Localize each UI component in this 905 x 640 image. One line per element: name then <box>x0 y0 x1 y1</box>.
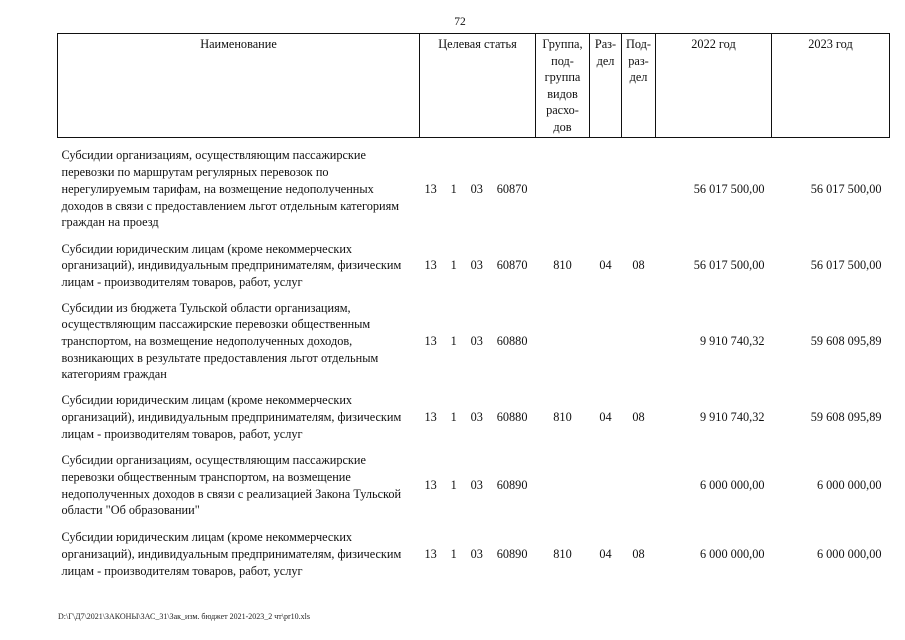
header-row <box>58 34 890 138</box>
target-article <box>420 334 536 349</box>
target-article-part: 03 <box>470 409 483 424</box>
row-amount-2022: 9 910 740,32 <box>699 333 765 348</box>
header-2023: 2023 год <box>772 34 890 138</box>
row-amount-2023: 59 608 095,89 <box>810 409 882 424</box>
row-target-article <box>420 383 536 442</box>
row-amount-2022: 9 910 740,32 <box>699 409 765 424</box>
table-row <box>58 520 890 579</box>
row-section <box>590 138 622 232</box>
target-article <box>420 258 536 273</box>
row-section <box>590 442 622 520</box>
target-article-part: 03 <box>470 181 483 196</box>
target-article <box>420 410 536 425</box>
row-name: Субсидии организациям, осуществляющим пассажирские перевозки общественным транспортом, на возмещение недополученных доходов в связи с реализацией Закона Тульской области "Об образовании" <box>61 453 402 518</box>
target-article-part: 60870 <box>496 181 528 196</box>
header-group: Группа, под- группа видов расхо- дов <box>536 34 590 138</box>
row-amount-2023: 56 017 500,00 <box>810 181 882 196</box>
target-article-part: 13 <box>424 409 437 424</box>
row-group: 810 <box>553 409 572 424</box>
row-section: 04 <box>599 409 612 424</box>
table-row <box>58 138 890 232</box>
header-subsection: Под- раз- дел <box>622 34 656 138</box>
target-article-part: 1 <box>450 546 457 561</box>
row-group: 810 <box>553 258 572 273</box>
row-name: Субсидии организациям, осуществляющим пассажирские перевозки по маршрутам регулярных перевозок по нерегулируемым тарифам, на возмещение недополученных доходов в связи с предоставлением льгот отдельным категориям граждан на проезд <box>61 148 400 230</box>
table-row <box>58 383 890 442</box>
row-amount-2023: 59 608 095,89 <box>810 333 882 348</box>
table-row <box>58 442 890 520</box>
row-amount-2023: 6 000 000,00 <box>816 478 882 493</box>
target-article-part: 13 <box>424 546 437 561</box>
row-group <box>536 291 590 384</box>
row-subsection: 08 <box>632 409 645 424</box>
row-name: Субсидии юридическим лицам (кроме некоммерческих организаций), индивидуальным предпринимателям, физическим лицам - производителям товаров, работ, услуг <box>61 530 402 578</box>
target-article-part: 13 <box>424 333 437 348</box>
row-name: Субсидии юридическим лицам (кроме некоммерческих организаций), индивидуальным предпринимателям, физическим лицам - производителям товаров, работ, услуг <box>61 393 402 441</box>
target-article-part: 03 <box>470 258 483 273</box>
header-target: Целевая статья <box>420 34 536 138</box>
row-subsection <box>622 291 656 384</box>
header-name: Наименование <box>58 34 420 138</box>
target-article-part: 13 <box>424 258 437 273</box>
row-amount-2022: 56 017 500,00 <box>693 181 765 196</box>
target-article <box>420 547 536 562</box>
target-article-part: 60890 <box>496 478 528 493</box>
page-number: 72 <box>454 16 466 28</box>
target-article-part: 13 <box>424 181 437 196</box>
target-article-part: 60870 <box>496 258 528 273</box>
target-article-part: 60880 <box>496 409 528 424</box>
row-target-article <box>420 442 536 520</box>
row-target-article <box>420 232 536 291</box>
target-article-part: 60890 <box>496 546 528 561</box>
row-subsection: 08 <box>632 258 645 273</box>
target-article-part: 60880 <box>496 333 528 348</box>
header-section: Раз- дел <box>590 34 622 138</box>
table-body <box>58 138 890 580</box>
row-group <box>536 442 590 520</box>
row-group <box>536 138 590 232</box>
target-article-part: 1 <box>450 258 457 273</box>
row-name: Субсидии из бюджета Тульской области организациям, осуществляющим пассажирские перевозки общественным транспортом, на возмещение недополученных доходов, возникающих в результате предоставления льгот отдельным категориям граждан <box>61 300 379 382</box>
row-name: Субсидии юридическим лицам (кроме некоммерческих организаций), индивидуальным предпринимателям, физическим лицам - производителям товаров, работ, услуг <box>61 241 402 289</box>
row-amount-2022: 6 000 000,00 <box>699 478 765 493</box>
row-target-article <box>420 291 536 384</box>
row-target-article <box>420 520 536 579</box>
target-article <box>420 182 536 197</box>
file-path-footer: D:\Г\Д7\2021\ЗАКОНЫ\ЗАС_31\Зак_изм. бюджет 2021-2023_2 чт\pr10.xls <box>58 612 311 621</box>
row-subsection: 08 <box>632 546 645 561</box>
row-amount-2022: 6 000 000,00 <box>699 546 765 561</box>
row-group: 810 <box>553 546 572 561</box>
target-article-part: 1 <box>450 333 457 348</box>
target-article-part: 1 <box>450 181 457 196</box>
target-article-part: 03 <box>470 478 483 493</box>
target-article-part: 03 <box>470 546 483 561</box>
row-target-article <box>420 138 536 232</box>
target-article-part: 1 <box>450 409 457 424</box>
target-article-part: 03 <box>470 333 483 348</box>
row-section: 04 <box>599 546 612 561</box>
row-section <box>590 291 622 384</box>
budget-table <box>57 33 890 579</box>
row-subsection <box>622 138 656 232</box>
row-subsection <box>622 442 656 520</box>
target-article <box>420 478 536 493</box>
row-amount-2023: 56 017 500,00 <box>810 258 882 273</box>
target-article-part: 1 <box>450 478 457 493</box>
row-amount-2022: 56 017 500,00 <box>693 258 765 273</box>
target-article-part: 13 <box>424 478 437 493</box>
row-section: 04 <box>599 258 612 273</box>
row-amount-2023: 6 000 000,00 <box>816 546 882 561</box>
table-row <box>58 232 890 291</box>
header-2022: 2022 год <box>656 34 772 138</box>
table-row <box>58 291 890 384</box>
